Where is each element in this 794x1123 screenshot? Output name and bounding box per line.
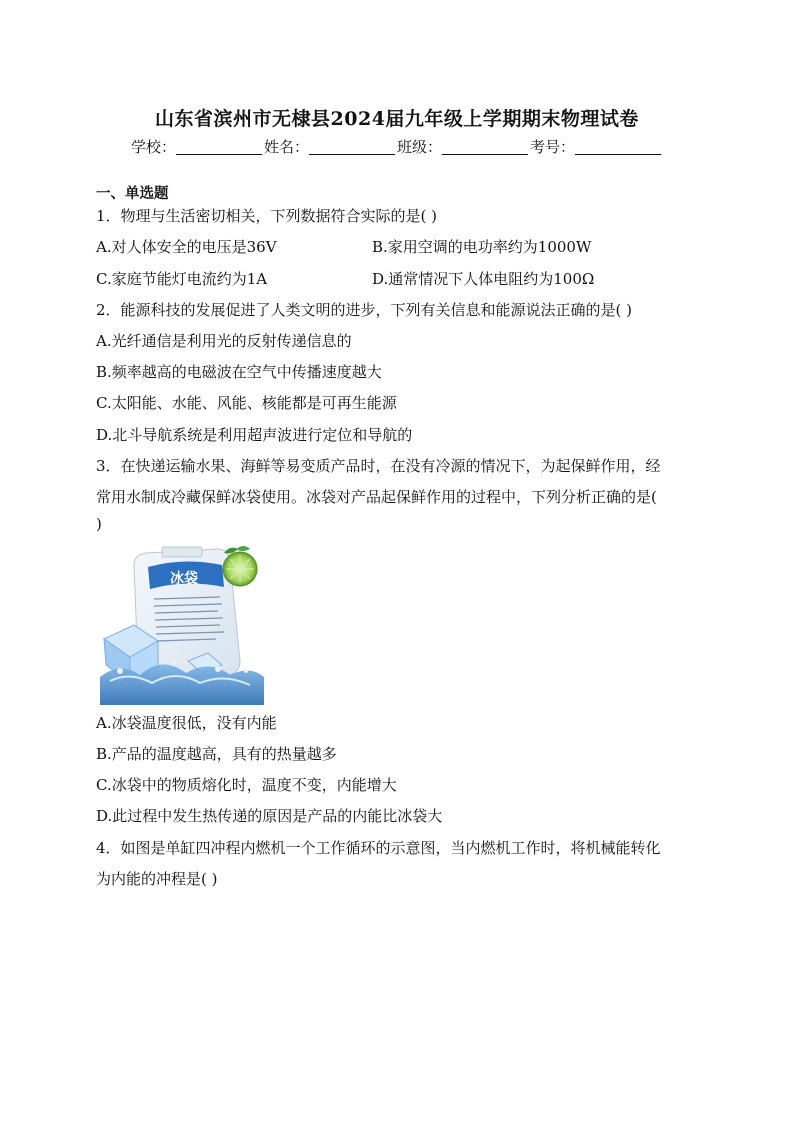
q2-option-c: C.太阳能、水能、风能、核能都是可再生能源: [96, 394, 397, 412]
q2-option-d: D.北斗导航系统是利用超声波进行定位和导航的: [96, 426, 413, 444]
q1-stem: 1．物理与生活密切相关，下列数据符合实际的是( ): [96, 207, 438, 225]
name-blank: [309, 140, 395, 155]
student-info-row: [0, 136, 794, 157]
q3-option-a: A.冰袋温度很低，没有内能: [96, 714, 277, 732]
section-heading: 一、单选题: [96, 186, 169, 202]
number-label: 考号：: [530, 138, 576, 156]
q3-option-c: C.冰袋中的物质熔化时，温度不变，内能增大: [96, 776, 397, 794]
q2-option-b: B.频率越高的电磁波在空气中传播速度越大: [96, 363, 382, 381]
ice-bag-image: [100, 543, 264, 705]
q3-stem-line3: ): [96, 515, 102, 533]
school-blank: [176, 140, 262, 155]
q1-option-c: C.家庭节能灯电流约为1A: [96, 270, 268, 288]
q3-option-d: D.此过程中发生热传递的原因是产品的内能比冰袋大: [96, 807, 443, 825]
q3-stem-line2: 常用水制成冷藏保鲜冰袋使用。冰袋对产品起保鲜作用的过程中，下列分析正确的是(: [96, 488, 657, 506]
q1-option-d: D.通常情况下人体电阻约为100Ω: [372, 270, 595, 288]
exam-title: 山东省滨州市无棣县2024届九年级上学期期末物理试卷: [155, 108, 639, 130]
q4-stem-line1: 4．如图是单缸四冲程内燃机一个工作循环的示意图，当内燃机工作时，将机械能转化: [96, 839, 661, 857]
q2-stem: 2．能源科技的发展促进了人类文明的进步，下列有关信息和能源说法正确的是( ): [96, 301, 633, 319]
q1-option-a: A.对人体安全的电压是36V: [96, 238, 277, 256]
name-label: 姓名：: [263, 138, 309, 156]
q2-option-a: A.光纤通信是利用光的反射传递信息的: [96, 332, 352, 350]
class-label: 班级：: [397, 138, 443, 156]
q3-stem-line1: 3．在快递运输水果、海鲜等易变质产品时，在没有冷源的情况下，为起保鲜作用，经: [96, 457, 661, 475]
q3-option-b: B.产品的温度越高，具有的热量越多: [96, 745, 337, 763]
ice-bag-label: 冰袋: [170, 571, 198, 587]
q4-stem-line2: 为内能的冲程是( ): [96, 870, 218, 888]
school-label: 学校：: [130, 138, 176, 156]
q1-option-b: B.家用空调的电功率约为1000W: [372, 238, 592, 256]
class-blank: [442, 140, 528, 155]
number-blank: [575, 140, 661, 155]
